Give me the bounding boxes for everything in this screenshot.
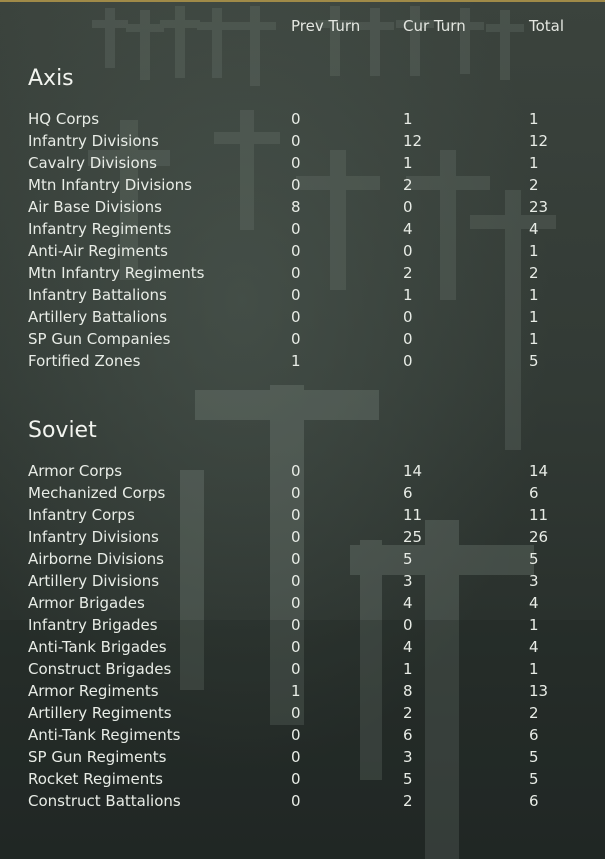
unit-type-label: Construct Battalions — [28, 792, 181, 810]
table-row — [0, 636, 605, 658]
total-value: 1 — [529, 154, 539, 172]
cur-turn-value: 8 — [403, 682, 413, 700]
unit-type-label: SP Gun Companies — [28, 330, 171, 348]
unit-type-label: Armor Brigades — [28, 594, 145, 612]
table-row — [0, 152, 605, 174]
column-header-cur-turn: Cur Turn — [403, 17, 466, 35]
unit-type-label: Artillery Divisions — [28, 572, 160, 590]
cur-turn-value: 6 — [403, 726, 413, 744]
prev-turn-value: 0 — [291, 110, 301, 128]
cur-turn-value: 14 — [403, 462, 423, 480]
total-value: 3 — [529, 572, 539, 590]
prev-turn-value: 0 — [291, 264, 301, 282]
total-value: 26 — [529, 528, 549, 546]
cur-turn-value: 12 — [403, 132, 423, 150]
unit-type-label: Fortified Zones — [28, 352, 141, 370]
total-value: 1 — [529, 110, 539, 128]
unit-type-label: Anti-Tank Regiments — [28, 726, 181, 744]
prev-turn-value: 0 — [291, 550, 301, 568]
cur-turn-value: 1 — [403, 660, 413, 678]
unit-type-label: Artillery Battalions — [28, 308, 168, 326]
table-row — [0, 702, 605, 724]
table-row — [0, 504, 605, 526]
table-row — [0, 768, 605, 790]
column-header-prev-turn: Prev Turn — [291, 17, 361, 35]
prev-turn-value: 0 — [291, 220, 301, 238]
table-row — [0, 680, 605, 702]
section-title-axis: Axis — [28, 66, 74, 91]
prev-turn-value: 0 — [291, 726, 301, 744]
unit-type-label: Infantry Divisions — [28, 132, 159, 150]
unit-type-label: HQ Corps — [28, 110, 100, 128]
unit-type-label: Airborne Divisions — [28, 550, 164, 568]
prev-turn-value: 0 — [291, 748, 301, 766]
unit-type-label: Infantry Regiments — [28, 220, 172, 238]
total-value: 14 — [529, 462, 549, 480]
total-value: 1 — [529, 616, 539, 634]
unit-type-label: Infantry Divisions — [28, 528, 159, 546]
unit-type-label: Cavalry Divisions — [28, 154, 157, 172]
cur-turn-value: 0 — [403, 242, 413, 260]
unit-type-label: Armor Regiments — [28, 682, 159, 700]
table-row — [0, 724, 605, 746]
total-value: 1 — [529, 242, 539, 260]
total-value: 1 — [529, 660, 539, 678]
unit-type-label: Mechanized Corps — [28, 484, 166, 502]
total-value: 1 — [529, 286, 539, 304]
prev-turn-value: 0 — [291, 792, 301, 810]
cur-turn-value: 11 — [403, 506, 423, 524]
table-row — [0, 130, 605, 152]
prev-turn-value: 0 — [291, 330, 301, 348]
table-row — [0, 482, 605, 504]
table-row — [0, 306, 605, 328]
unit-type-label: Artillery Regiments — [28, 704, 172, 722]
cur-turn-value: 1 — [403, 110, 413, 128]
table-row — [0, 790, 605, 812]
prev-turn-value: 0 — [291, 132, 301, 150]
prev-turn-value: 1 — [291, 682, 301, 700]
prev-turn-value: 0 — [291, 704, 301, 722]
cur-turn-value: 3 — [403, 748, 413, 766]
table-row — [0, 108, 605, 130]
total-value: 1 — [529, 308, 539, 326]
prev-turn-value: 0 — [291, 154, 301, 172]
total-value: 5 — [529, 550, 539, 568]
cur-turn-value: 1 — [403, 154, 413, 172]
table-row — [0, 196, 605, 218]
cur-turn-value: 25 — [403, 528, 423, 546]
table-row — [0, 614, 605, 636]
prev-turn-value: 0 — [291, 176, 301, 194]
table-row — [0, 548, 605, 570]
cur-turn-value: 1 — [403, 286, 413, 304]
total-value: 1 — [529, 330, 539, 348]
cur-turn-value: 5 — [403, 770, 413, 788]
unit-type-label: Infantry Battalions — [28, 286, 167, 304]
cur-turn-value: 4 — [403, 220, 413, 238]
table-row — [0, 328, 605, 350]
total-value: 13 — [529, 682, 549, 700]
cur-turn-value: 2 — [403, 792, 413, 810]
prev-turn-value: 0 — [291, 594, 301, 612]
total-value: 4 — [529, 220, 539, 238]
prev-turn-value: 0 — [291, 770, 301, 788]
prev-turn-value: 0 — [291, 484, 301, 502]
column-header-total: Total — [529, 17, 565, 35]
unit-type-label: Infantry Brigades — [28, 616, 158, 634]
table-row — [0, 262, 605, 284]
total-value: 2 — [529, 176, 539, 194]
prev-turn-value: 0 — [291, 660, 301, 678]
cur-turn-value: 6 — [403, 484, 413, 502]
unit-type-label: Mtn Infantry Regiments — [28, 264, 205, 282]
cur-turn-value: 4 — [403, 594, 413, 612]
table-row — [0, 746, 605, 768]
table-row — [0, 218, 605, 240]
table-row — [0, 174, 605, 196]
prev-turn-value: 0 — [291, 528, 301, 546]
unit-type-label: Armor Corps — [28, 462, 123, 480]
table-row — [0, 460, 605, 482]
total-value: 23 — [529, 198, 549, 216]
prev-turn-value: 1 — [291, 352, 301, 370]
table-row — [0, 350, 605, 372]
prev-turn-value: 0 — [291, 506, 301, 524]
table-row — [0, 658, 605, 680]
total-value: 5 — [529, 770, 539, 788]
total-value: 6 — [529, 792, 539, 810]
total-value: 6 — [529, 726, 539, 744]
total-value: 12 — [529, 132, 549, 150]
table-row — [0, 592, 605, 614]
cur-turn-value: 0 — [403, 198, 413, 216]
cur-turn-value: 3 — [403, 572, 413, 590]
prev-turn-value: 0 — [291, 616, 301, 634]
unit-type-label: Construct Brigades — [28, 660, 172, 678]
cur-turn-value: 2 — [403, 704, 413, 722]
total-value: 4 — [529, 638, 539, 656]
section-title-soviet: Soviet — [28, 418, 97, 443]
prev-turn-value: 0 — [291, 462, 301, 480]
unit-type-label: Infantry Corps — [28, 506, 135, 524]
table-row — [0, 240, 605, 262]
table-row — [0, 284, 605, 306]
cur-turn-value: 0 — [403, 616, 413, 634]
prev-turn-value: 8 — [291, 198, 301, 216]
total-value: 2 — [529, 704, 539, 722]
cur-turn-value: 2 — [403, 264, 413, 282]
total-value: 5 — [529, 352, 539, 370]
prev-turn-value: 0 — [291, 638, 301, 656]
unit-type-label: Anti-Air Regiments — [28, 242, 168, 260]
prev-turn-value: 0 — [291, 286, 301, 304]
total-value: 5 — [529, 748, 539, 766]
cur-turn-value: 2 — [403, 176, 413, 194]
total-value: 2 — [529, 264, 539, 282]
unit-type-label: Anti-Tank Brigades — [28, 638, 167, 656]
prev-turn-value: 0 — [291, 242, 301, 260]
cur-turn-value: 5 — [403, 550, 413, 568]
table-row — [0, 526, 605, 548]
unit-type-label: Air Base Divisions — [28, 198, 162, 216]
cur-turn-value: 4 — [403, 638, 413, 656]
unit-type-label: Mtn Infantry Divisions — [28, 176, 192, 194]
table-row — [0, 570, 605, 592]
total-value: 4 — [529, 594, 539, 612]
prev-turn-value: 0 — [291, 308, 301, 326]
unit-type-label: Rocket Regiments — [28, 770, 163, 788]
unit-type-label: SP Gun Regiments — [28, 748, 167, 766]
prev-turn-value: 0 — [291, 572, 301, 590]
total-value: 11 — [529, 506, 549, 524]
cur-turn-value: 0 — [403, 330, 413, 348]
cur-turn-value: 0 — [403, 308, 413, 326]
total-value: 6 — [529, 484, 539, 502]
cur-turn-value: 0 — [403, 352, 413, 370]
